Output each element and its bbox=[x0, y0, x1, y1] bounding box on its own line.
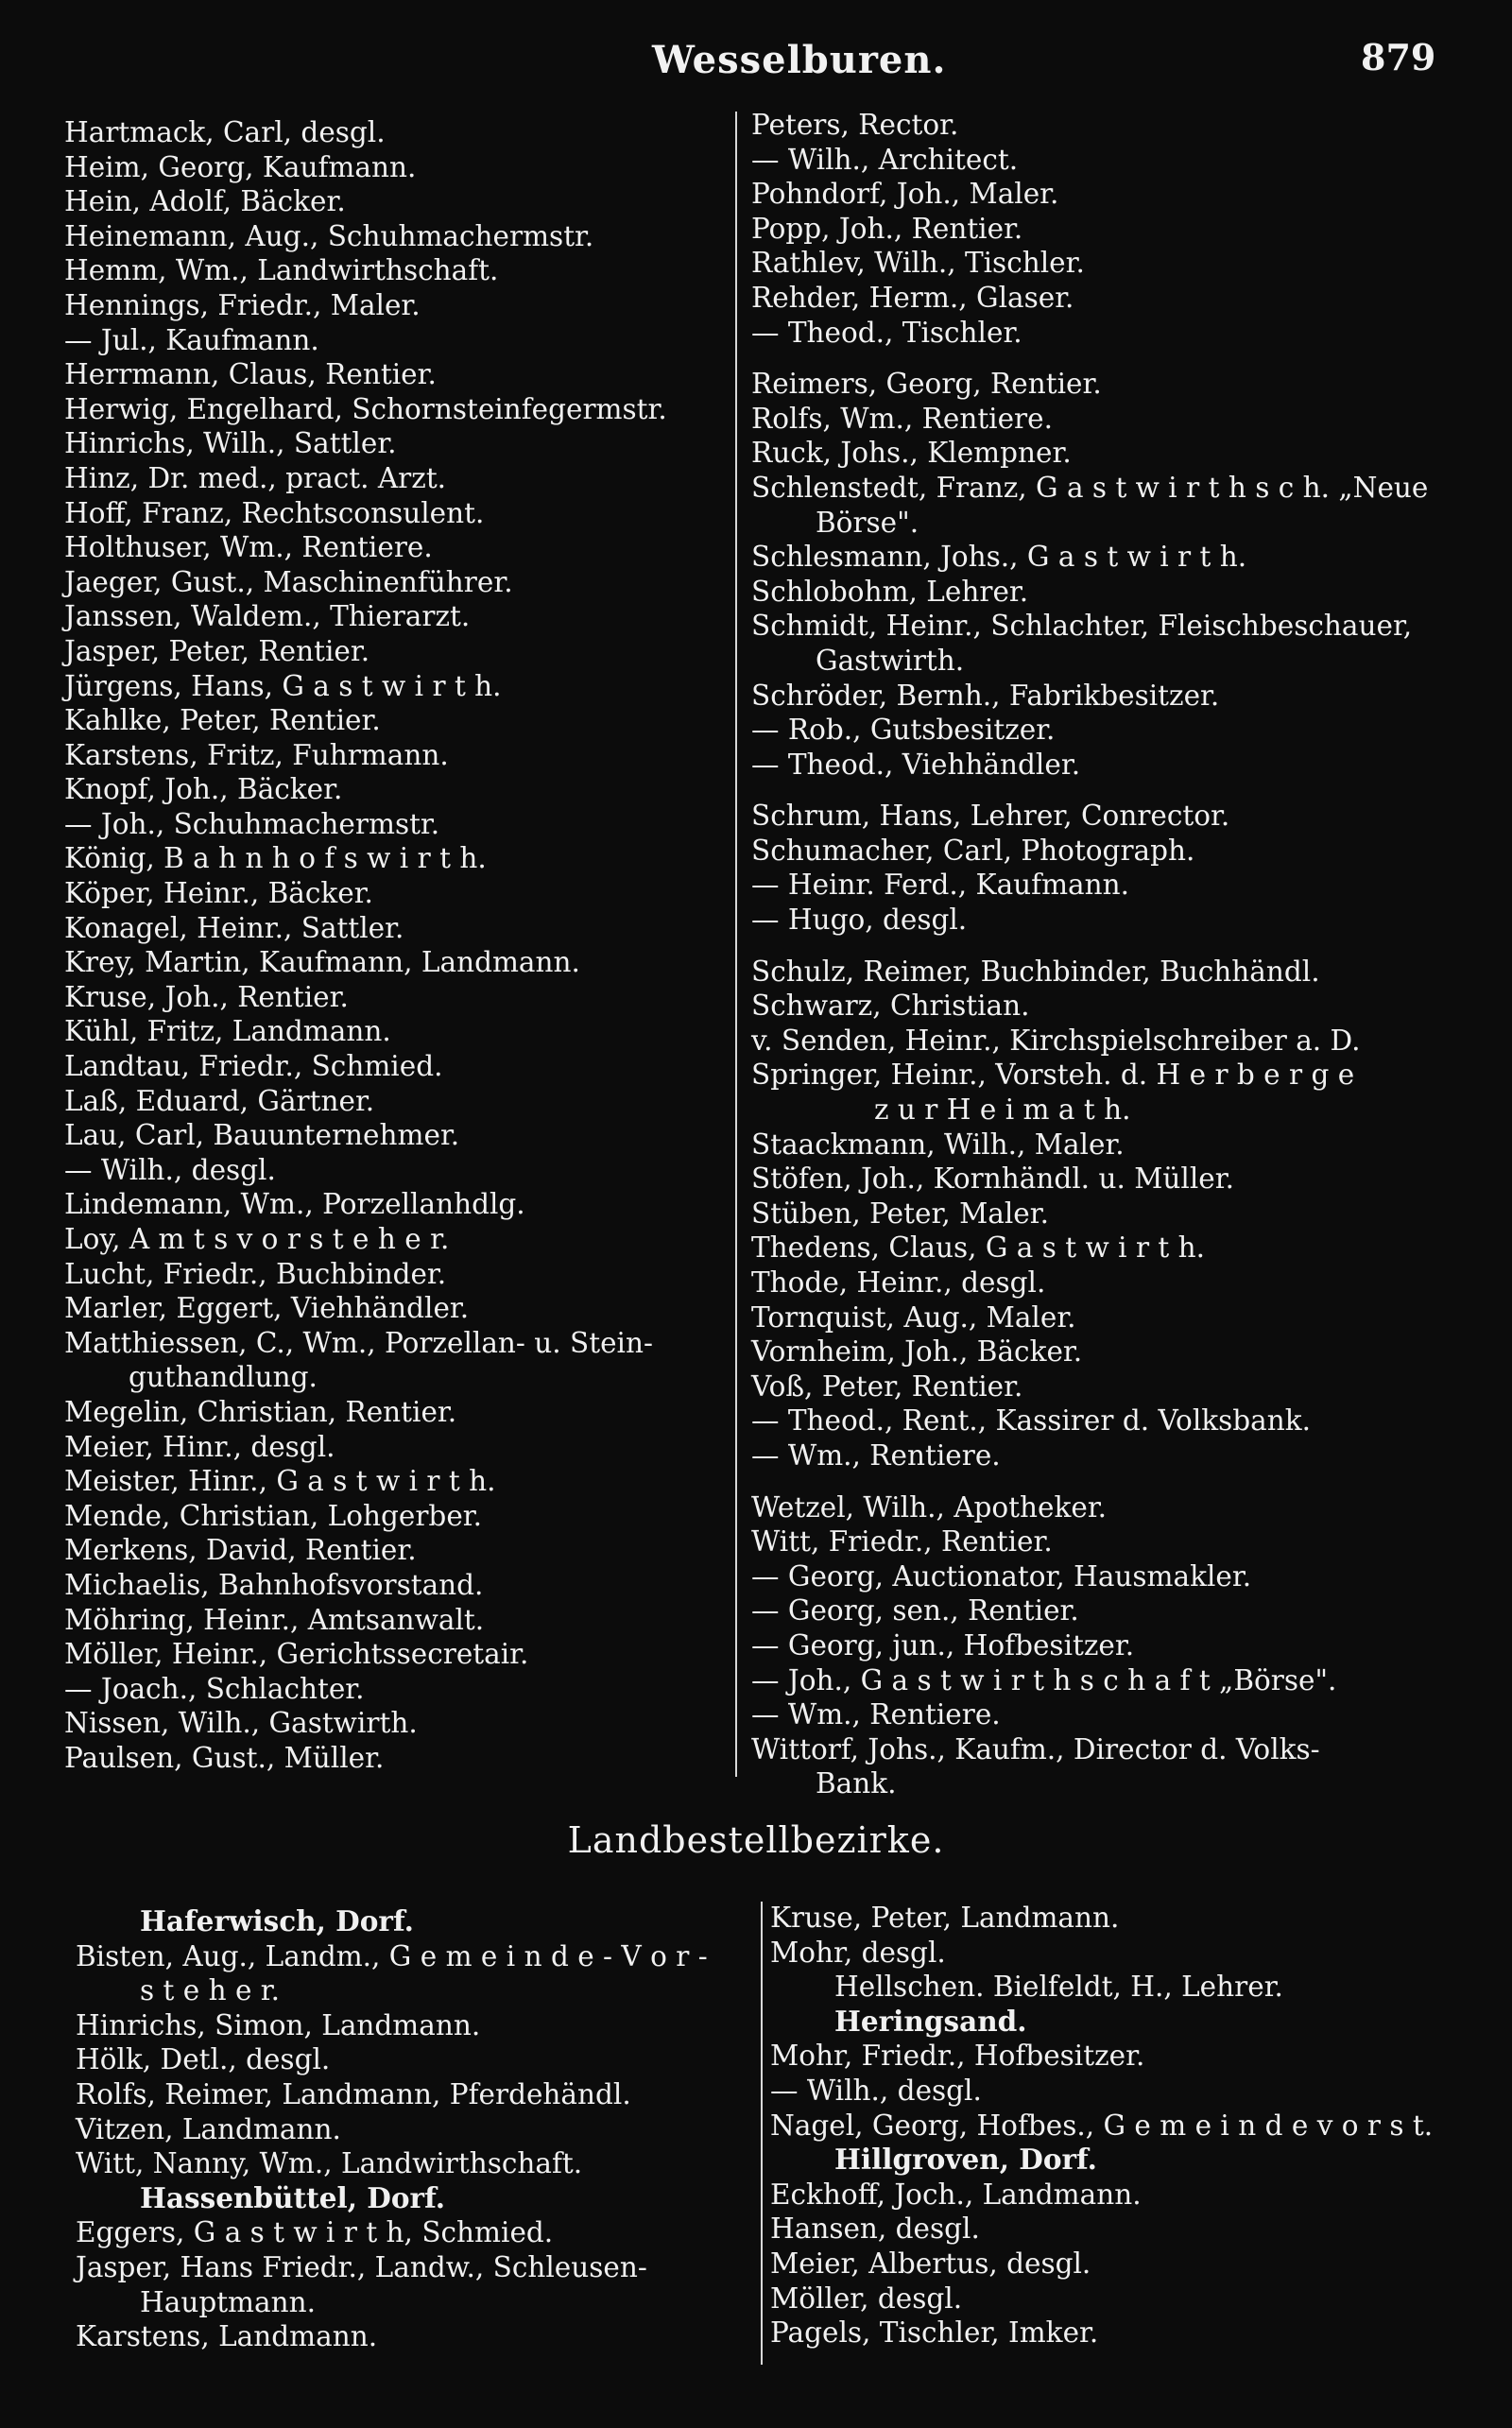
directory-entry: Nissen, Wilh., Gastwirth. bbox=[64, 1707, 418, 1740]
directory-entry: Heim, Georg, Kaufmann. bbox=[64, 150, 417, 183]
directory-entry: Michaelis, Bahnhofsvorstand. bbox=[64, 1568, 484, 1601]
directory-entry: Hinrichs, Wilh., Sattler. bbox=[64, 427, 397, 460]
directory-entry: Schlesmann, Johs., G a s t w i r t h. bbox=[751, 541, 1247, 574]
directory-entry: Witt, Nanny, Wm., Landwirthschaft. bbox=[76, 2147, 583, 2180]
directory-entry: — Wilh., Architect. bbox=[751, 143, 1019, 176]
directory-entry: Hemm, Wm., Landwirthschaft. bbox=[64, 254, 499, 287]
directory-entry-continuation: Hauptmann. bbox=[140, 2285, 316, 2318]
column-divider bbox=[735, 112, 737, 1777]
directory-entry: Jasper, Peter, Rentier. bbox=[64, 634, 370, 667]
directory-entry: Schlobohm, Lehrer. bbox=[751, 575, 1029, 608]
directory-entry: Schumacher, Carl, Photograph. bbox=[751, 834, 1195, 867]
directory-entry: Rehder, Herm., Glaser. bbox=[751, 281, 1074, 314]
directory-entry: Wittorf, Johs., Kaufm., Director d. Volks- bbox=[751, 1732, 1320, 1765]
directory-entry: Hansen, desgl. bbox=[770, 2213, 980, 2246]
directory-entry: Mende, Christian, Lohgerber. bbox=[64, 1499, 483, 1532]
section-heading: Landbestellbezirke. bbox=[567, 1819, 945, 1861]
directory-entry: Janssen, Waldem., Thierarzt. bbox=[64, 600, 471, 633]
directory-entry: Heinemann, Aug., Schuhmachermstr. bbox=[64, 219, 594, 252]
directory-entry: Herwig, Engelhard, Schornsteinfegermstr. bbox=[64, 392, 667, 425]
directory-entry: Stöfen, Joh., Kornhändl. u. Müller. bbox=[751, 1162, 1234, 1196]
directory-entry: — Wilh., desgl. bbox=[770, 2074, 982, 2107]
page-header bbox=[0, 34, 1512, 91]
directory-entry: — Wm., Rentiere. bbox=[751, 1698, 1001, 1731]
directory-entry: Hölk, Detl., desgl. bbox=[76, 2043, 331, 2076]
directory-entry: Bisten, Aug., Landm., G e m e i n d e - V o r - bbox=[76, 1939, 708, 1972]
directory-entry: Mohr, desgl. bbox=[770, 1936, 946, 1969]
directory-entry: Megelin, Christian, Rentier. bbox=[64, 1395, 457, 1428]
directory-entry-continuation: Bank. bbox=[816, 1767, 897, 1800]
directory-entry: Thode, Heinr., desgl. bbox=[751, 1266, 1046, 1299]
directory-entry: Hein, Adolf, Bäcker. bbox=[64, 185, 346, 218]
directory-entry: Hinz, Dr. med., pract. Arzt. bbox=[64, 461, 447, 494]
directory-entry: Rolfs, Wm., Rentiere. bbox=[751, 402, 1053, 435]
directory-entry: — Theod., Viehhändler. bbox=[751, 748, 1081, 781]
directory-entry: Holthuser, Wm., Rentiere. bbox=[64, 531, 433, 564]
directory-entry: v. Senden, Heinr., Kirchspielschreiber a. D. bbox=[751, 1024, 1361, 1057]
directory-entry: Pohndorf, Joh., Maler. bbox=[751, 178, 1059, 211]
left-column-directory bbox=[64, 115, 716, 1776]
directory-entry: Kruse, Joh., Rentier. bbox=[64, 980, 349, 1013]
directory-entry: Karstens, Landmann. bbox=[76, 2320, 378, 2353]
directory-entry: Jürgens, Hans, G a s t w i r t h. bbox=[64, 669, 502, 702]
running-title: Wesselburen. bbox=[652, 38, 947, 82]
directory-entry: Peters, Rector. bbox=[751, 109, 959, 141]
directory-entry: Kahlke, Peter, Rentier. bbox=[64, 704, 381, 737]
village-heading: Hillgroven, Dorf. bbox=[834, 2143, 1097, 2177]
directory-entry-continuation: s t e h e r. bbox=[140, 1974, 281, 2007]
directory-entry: Landtau, Friedr., Schmied. bbox=[64, 1050, 443, 1083]
directory-entry: Stüben, Peter, Maler. bbox=[751, 1197, 1049, 1230]
directory-entry: Wetzel, Wilh., Apotheker. bbox=[751, 1490, 1108, 1524]
directory-entry-continuation: z u r H e i m a t h. bbox=[874, 1093, 1131, 1127]
directory-entry: König, B a h n h o f s w i r t h. bbox=[64, 842, 487, 875]
directory-entry: Köper, Heinr., Bäcker. bbox=[64, 877, 373, 910]
directory-entry: Rathlev, Wilh., Tischler. bbox=[751, 247, 1085, 280]
directory-entry: Voß, Peter, Rentier. bbox=[751, 1369, 1023, 1403]
directory-entry: — Georg, Auctionator, Hausmakler. bbox=[751, 1559, 1252, 1593]
directory-entry: Vornheim, Joh., Bäcker. bbox=[751, 1335, 1083, 1369]
directory-entry: — Joh., Schuhmachermstr. bbox=[64, 807, 440, 840]
directory-entry: — Georg, jun., Hofbesitzer. bbox=[751, 1628, 1135, 1662]
directory-entry: Hartmack, Carl, desgl. bbox=[64, 116, 386, 148]
directory-entry: Matthiessen, C., Wm., Porzellan- u. Stein- bbox=[64, 1326, 653, 1359]
directory-entry: Hinrichs, Simon, Landmann. bbox=[76, 2008, 481, 2041]
directory-entry: Karstens, Fritz, Fuhrmann. bbox=[64, 738, 449, 771]
directory-entry: — Theod., Rent., Kassirer d. Volksbank. bbox=[751, 1404, 1311, 1438]
directory-entry: Möller, desgl. bbox=[770, 2282, 963, 2315]
directory-entry: Loy, A m t s v o r s t e h e r. bbox=[64, 1223, 450, 1255]
directory-entry: Reimers, Georg, Rentier. bbox=[751, 368, 1102, 401]
page-number: 879 bbox=[1361, 36, 1436, 78]
directory-entry: Ruck, Johs., Klempner. bbox=[751, 437, 1072, 470]
directory-entry: Lindemann, Wm., Porzellanhdlg. bbox=[64, 1188, 525, 1221]
directory-entry: Jaeger, Gust., Maschinenführer. bbox=[64, 565, 513, 598]
directory-entry: Marler, Eggert, Viehhändler. bbox=[64, 1292, 470, 1325]
village-heading: Hellschen. Bielfeldt, H., Lehrer. bbox=[834, 1971, 1283, 2004]
directory-entry: Kühl, Fritz, Landmann. bbox=[64, 1015, 391, 1048]
directory-entry: Staackmann, Wilh., Maler. bbox=[751, 1128, 1125, 1161]
right-column-directory bbox=[751, 108, 1469, 1801]
directory-entry-continuation: Gastwirth. bbox=[816, 644, 965, 677]
directory-entry: Schlenstedt, Franz, G a s t w i r t h s c h. „Neue bbox=[751, 471, 1429, 504]
directory-entry-continuation: Börse". bbox=[816, 506, 919, 539]
directory-entry: Pagels, Tischler, Imker. bbox=[770, 2316, 1099, 2350]
directory-entry: Springer, Heinr., Vorsteh. d. H e r b e r g e bbox=[751, 1059, 1355, 1092]
directory-entry: — Joh., G a s t w i r t h s c h a f t „Börse". bbox=[751, 1663, 1337, 1696]
directory-entry: Kruse, Peter, Landmann. bbox=[770, 1902, 1120, 1934]
directory-entry: Möller, Heinr., Gerichtssecretair. bbox=[64, 1638, 529, 1671]
directory-entry-continuation: guthandlung. bbox=[129, 1361, 318, 1394]
directory-entry: Meister, Hinr., G a s t w i r t h. bbox=[64, 1465, 496, 1498]
directory-entry: Lau, Carl, Bauunternehmer. bbox=[64, 1119, 460, 1152]
directory-entry: Hoff, Franz, Rechtsconsulent. bbox=[64, 496, 485, 529]
directory-entry: Vitzen, Landmann. bbox=[76, 2112, 341, 2145]
directory-entry: Meier, Hinr., desgl. bbox=[64, 1430, 335, 1463]
column-divider bbox=[761, 1902, 763, 2365]
directory-entry: Rolfs, Reimer, Landmann, Pferdehändl. bbox=[76, 2077, 631, 2110]
directory-entry: Lucht, Friedr., Buchbinder. bbox=[64, 1257, 447, 1290]
directory-entry: — Rob., Gutsbesitzer. bbox=[751, 714, 1056, 747]
directory-entry: — Joach., Schlachter. bbox=[64, 1672, 365, 1705]
directory-entry: Witt, Friedr., Rentier. bbox=[751, 1525, 1053, 1558]
directory-entry: Eckhoff, Joch., Landmann. bbox=[770, 2178, 1142, 2211]
directory-entry: Schmidt, Heinr., Schlachter, Fleischbeschauer, bbox=[751, 610, 1413, 643]
village-heading: Hassenbüttel, Dorf. bbox=[140, 2180, 445, 2214]
directory-entry: Schröder, Bernh., Fabrikbesitzer. bbox=[751, 679, 1220, 712]
directory-entry: — Hugo, desgl. bbox=[751, 904, 968, 937]
directory-entry: Mohr, Friedr., Hofbesitzer. bbox=[770, 2040, 1145, 2073]
directory-entry: — Georg, sen., Rentier. bbox=[751, 1594, 1079, 1627]
directory-entry: — Jul., Kaufmann. bbox=[64, 323, 319, 356]
directory-entry: Konagel, Heinr., Sattler. bbox=[64, 911, 404, 944]
village-heading: Heringsand. bbox=[834, 2004, 1027, 2038]
directory-entry: Popp, Joh., Rentier. bbox=[751, 212, 1023, 245]
directory-entry: Knopf, Joh., Bäcker. bbox=[64, 773, 343, 806]
directory-entry: Schulz, Reimer, Buchbinder, Buchhändl. bbox=[751, 955, 1320, 988]
directory-entry: Herrmann, Claus, Rentier. bbox=[64, 358, 437, 391]
directory-entry: — Wilh., desgl. bbox=[64, 1153, 276, 1186]
directory-entry: Thedens, Claus, G a s t w i r t h. bbox=[751, 1231, 1206, 1265]
directory-entry: Nagel, Georg, Hofbes., G e m e i n d e v o r s t. bbox=[770, 2109, 1434, 2142]
directory-entry: Schrum, Hans, Lehrer, Conrector. bbox=[751, 800, 1230, 833]
directory-entry: Schwarz, Christian. bbox=[751, 990, 1030, 1023]
directory-entry: Tornquist, Aug., Maler. bbox=[751, 1300, 1076, 1334]
directory-entry: Möhring, Heinr., Amtsanwalt. bbox=[64, 1603, 485, 1636]
directory-entry: Krey, Martin, Kaufmann, Landmann. bbox=[64, 946, 580, 979]
directory-entry: Paulsen, Gust., Müller. bbox=[64, 1741, 385, 1774]
directory-entry: — Wm., Rentiere. bbox=[751, 1438, 1001, 1472]
directory-entry: Merkens, David, Rentier. bbox=[64, 1534, 417, 1567]
directory-entry: Hennings, Friedr., Maler. bbox=[64, 288, 421, 321]
directory-entry: Laß, Eduard, Gärtner. bbox=[64, 1084, 375, 1117]
directory-entry: — Heinr. Ferd., Kaufmann. bbox=[751, 869, 1130, 902]
directory-entry: — Theod., Tischler. bbox=[751, 316, 1022, 349]
left-column-rural-districts bbox=[76, 1904, 756, 2354]
directory-entry: Eggers, G a s t w i r t h, Schmied. bbox=[76, 2216, 554, 2249]
right-column-rural-districts bbox=[770, 1901, 1469, 2351]
directory-entry: Jasper, Hans Friedr., Landw., Schleusen- bbox=[76, 2250, 647, 2283]
directory-entry: Meier, Albertus, desgl. bbox=[770, 2247, 1091, 2280]
village-heading: Haferwisch, Dorf. bbox=[140, 1904, 414, 1937]
